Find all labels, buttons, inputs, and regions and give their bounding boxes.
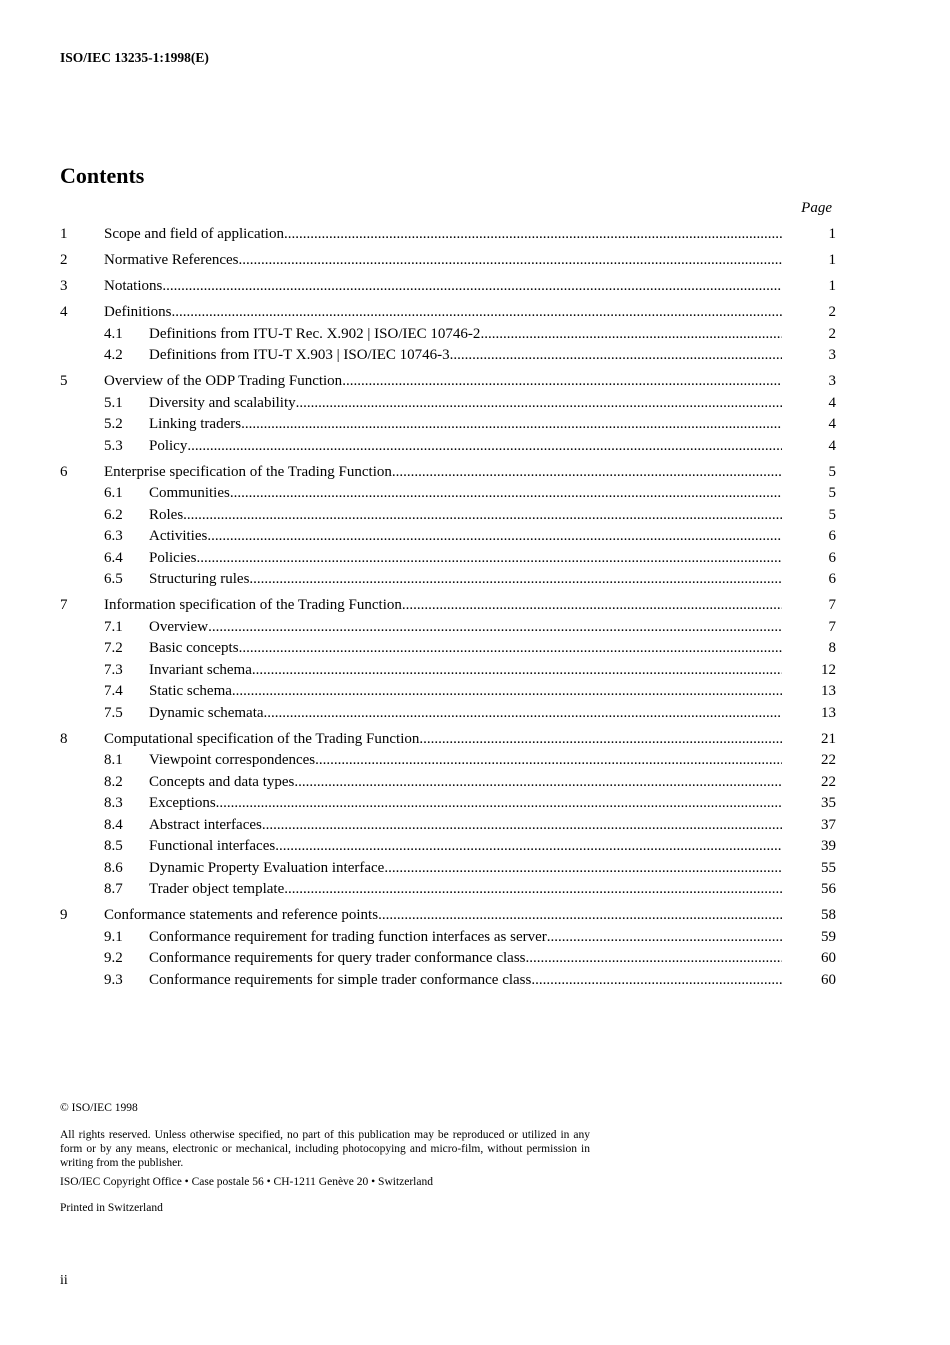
toc-page-number: 6 [828,528,836,544]
dot-leader [264,703,782,725]
dot-leader [294,772,782,794]
toc-section-title: Invariant schema [149,661,252,678]
toc-section-number: 5.1 [104,394,123,411]
toc-section-title: Overview [149,618,209,635]
toc-page-number: 1 [828,226,836,242]
dot-leader [187,436,782,458]
toc-section-number: 6.1 [104,485,123,501]
toc-page-number: 13 [821,704,836,721]
dot-leader [208,617,782,639]
toc-section-number: 9.2 [104,950,123,966]
toc-chapter-number: 1 [60,226,68,242]
toc-section-row[interactable] [60,414,836,436]
rights-statement: All rights reserved. Unless otherwise specified, no part of this publication may be reproduced or utilized in any form or by any means, electronic or mechanical, including photocopying and micro-film, without permission in writing from the publisher. [60,1129,590,1169]
toc-chapter-row[interactable] [60,595,836,617]
toc-section-title: Linking traders [149,416,242,432]
toc-section-row[interactable] [60,858,836,880]
toc-section-row[interactable] [60,772,836,794]
toc-page-number: 4 [828,394,836,411]
toc-section-title: Structuring rules [149,571,250,587]
dot-leader [172,302,783,324]
dot-leader [296,393,782,415]
toc-entry [149,548,782,570]
toc-page-number: 22 [821,752,836,768]
toc-page-number: 35 [821,795,836,811]
toc-entry [149,927,782,949]
toc-section-row[interactable] [60,815,836,837]
toc-entry [149,970,782,992]
toc-page-number: 59 [821,928,836,945]
toc-page-number: 22 [821,773,836,790]
toc-chapter-row[interactable] [60,224,836,246]
toc-page-number: 60 [821,971,836,988]
dot-leader [232,681,782,703]
toc-entry [149,948,782,970]
toc-page-number: 5 [828,463,836,480]
toc-section-number: 6.5 [104,571,123,587]
toc-page-number: 3 [828,373,836,389]
toc-page-number: 5 [828,506,836,523]
toc-entry [104,729,782,751]
toc-section-number: 4.1 [104,325,123,342]
toc-chapter-number: 7 [60,597,68,613]
copyright-notice: © ISO/IEC 1998 [60,1102,138,1114]
toc-section-number: 8.4 [104,816,123,833]
toc-chapter-title: Computational specification of the Trading Function [104,730,420,747]
toc-section-row[interactable] [60,750,836,772]
toc-section-title: Trader object template [149,881,285,897]
toc-section-title: Dynamic schemata [149,704,264,721]
printed-in: Printed in Switzerland [60,1202,163,1214]
dot-leader [384,858,782,880]
toc-entry [104,302,782,324]
toc-entry [149,483,782,505]
dot-leader [207,526,782,548]
toc-chapter-row[interactable] [60,729,836,751]
page-number: ii [60,1273,68,1288]
dot-leader [450,345,782,367]
footer [60,1102,590,1214]
toc-entry [149,324,782,346]
toc-page-number: 21 [821,730,836,747]
toc-entry [104,595,782,617]
toc-section-row[interactable] [60,345,836,367]
toc-section-row[interactable] [60,879,836,901]
toc-entry [149,703,782,725]
dot-leader [241,414,782,436]
toc-chapter-title: Enterprise specification of the Trading Function [104,463,392,480]
toc-section-row[interactable] [60,548,836,570]
toc-chapter-title: Scope and field of application [104,226,284,242]
dot-leader [262,815,782,837]
toc-section-row[interactable] [60,526,836,548]
dot-leader [480,324,782,346]
toc-section-number: 9.3 [104,971,123,988]
toc-page-number: 8 [828,640,836,656]
toc-chapter-row[interactable] [60,371,836,393]
toc-section-number: 8.5 [104,838,123,854]
toc-page-number: 55 [821,859,836,876]
toc-section-row[interactable] [60,660,836,682]
toc-entry [149,681,782,703]
toc-chapter-title: Notations [104,278,163,294]
toc-section-row[interactable] [60,836,836,858]
toc-chapter-row[interactable] [60,302,836,324]
toc-page-number: 58 [821,907,836,923]
toc-section-title: Functional interfaces [149,838,276,854]
toc-chapter-title: Definitions [104,304,172,320]
toc-entry [149,436,782,458]
toc-chapter-number: 8 [60,730,68,747]
toc-section-row[interactable] [60,569,836,591]
toc-entry [104,276,782,298]
toc-section-title: Conformance requirements for simple trader conformance class [149,971,532,988]
toc-chapter-number: 5 [60,373,68,389]
toc-section-title: Diversity and scalability [149,394,296,411]
toc-section-number: 4.2 [104,347,123,363]
toc-entry [149,836,782,858]
toc-page-number: 39 [821,838,836,854]
toc-page-number: 7 [828,597,836,613]
toc-entry [149,858,782,880]
copyright-office-address: ISO/IEC Copyright Office • Case postale 56 • CH-1211 Genève 20 • Switzerland [60,1176,433,1188]
toc-section-title: Policies [149,549,197,566]
toc-chapter-row[interactable] [60,905,836,927]
dot-leader [526,948,782,970]
toc-entry [104,250,782,272]
dot-leader [216,793,782,815]
toc-section-number: 7.5 [104,704,123,721]
toc-entry [149,505,782,527]
dot-leader [252,660,782,682]
toc-page-number: 2 [828,304,836,320]
dot-leader [162,276,782,298]
toc-section-row[interactable] [60,617,836,639]
dot-leader [230,483,782,505]
dot-leader [239,250,782,272]
toc-section-number: 8.7 [104,881,123,897]
toc-chapter-number: 9 [60,907,68,923]
toc-entry [104,462,782,484]
toc-entry [149,815,782,837]
toc-section-title: Concepts and data types [149,773,295,790]
toc-section-row[interactable] [60,927,836,949]
toc-entry [149,879,782,901]
toc-page-number: 12 [821,661,836,678]
toc-section-row[interactable] [60,703,836,725]
toc-section-row[interactable] [60,681,836,703]
toc-section-number: 8.3 [104,795,123,811]
toc-section-title: Viewpoint correspondences [149,752,316,768]
toc-section-title: Policy [149,437,188,454]
toc-entry [149,660,782,682]
toc-section-number: 5.2 [104,416,123,432]
toc-page-number: 6 [828,571,836,587]
toc-section-number: 7.3 [104,661,123,678]
toc-chapter-title: Overview of the ODP Trading Function [104,373,343,389]
toc-chapter-title: Normative References [104,252,239,268]
toc-section-row[interactable] [60,483,836,505]
toc-page-number: 4 [828,437,836,454]
dot-leader [284,879,782,901]
toc-entry [149,638,782,660]
toc-section-title: Basic concepts [149,640,239,656]
toc-section-number: 6.3 [104,528,123,544]
document-header: ISO/IEC 13235-1:1998(E) [60,50,209,65]
page-title: Contents [60,163,145,188]
dot-leader [315,750,782,772]
toc-chapter-row[interactable] [60,462,836,484]
toc-page-number: 1 [828,278,836,294]
toc-section-number: 8.1 [104,752,123,768]
toc-entry [149,393,782,415]
toc-section-number: 7.1 [104,618,123,635]
toc-section-number: 8.2 [104,773,123,790]
dot-leader [342,371,782,393]
toc-chapter-number: 2 [60,252,68,268]
toc-page-number: 4 [828,416,836,432]
toc-entry [104,905,782,927]
toc-entry [149,414,782,436]
toc-section-row[interactable] [60,638,836,660]
toc-section-title: Static schema [149,683,232,699]
toc-chapter-number: 4 [60,304,68,320]
dot-leader [547,927,782,949]
toc-section-title: Dynamic Property Evaluation interface [149,859,385,876]
toc-chapter-title: Conformance statements and reference points [104,907,379,923]
table-of-contents [60,224,836,991]
toc-chapter-title: Information specification of the Trading Function [104,597,402,613]
dot-leader [531,970,782,992]
toc-page-number: 13 [821,683,836,699]
toc-chapter-row[interactable] [60,276,836,298]
toc-section-number: 5.3 [104,437,123,454]
dot-leader [197,548,783,570]
toc-page-number: 37 [821,816,836,833]
toc-section-title: Definitions from ITU-T X.903 | ISO/IEC 10746-3 [149,347,450,363]
toc-section-number: 8.6 [104,859,123,876]
toc-entry [149,569,782,591]
toc-section-title: Definitions from ITU-T Rec. X.902 | ISO/IEC 10746-2 [149,325,481,342]
toc-page-number: 1 [828,252,836,268]
toc-page-number: 5 [828,485,836,501]
toc-page-number: 60 [821,950,836,966]
toc-page-number: 6 [828,549,836,566]
dot-leader [419,729,782,751]
toc-section-number: 7.2 [104,640,123,656]
toc-page-number: 3 [828,347,836,363]
dot-leader [284,224,782,246]
toc-entry [104,371,782,393]
toc-section-number: 7.4 [104,683,123,699]
toc-section-title: Roles [149,506,184,523]
dot-leader [239,638,782,660]
toc-entry [149,750,782,772]
dot-leader [275,836,782,858]
toc-section-row[interactable] [60,948,836,970]
toc-section-number: 9.1 [104,928,123,945]
toc-page-number: 7 [828,618,836,635]
dot-leader [249,569,782,591]
toc-section-title: Conformance requirements for query trader conformance class [149,950,526,966]
toc-section-title: Communities [149,485,230,501]
dot-leader [392,462,782,484]
toc-entry [149,526,782,548]
toc-section-title: Conformance requirement for trading function interfaces as server [149,928,547,945]
toc-chapter-row[interactable] [60,250,836,272]
toc-entry [149,772,782,794]
toc-page-number: 56 [821,881,836,897]
toc-entry [149,617,782,639]
toc-chapter-number: 6 [60,463,68,480]
toc-section-row[interactable] [60,505,836,527]
toc-section-row[interactable] [60,970,836,992]
page-column-label: Page [801,200,832,216]
toc-section-row[interactable] [60,393,836,415]
toc-section-number: 6.2 [104,506,123,523]
toc-section-number: 6.4 [104,549,123,566]
toc-entry [149,793,782,815]
toc-entry [149,345,782,367]
toc-entry [104,224,782,246]
dot-leader [378,905,782,927]
toc-section-row[interactable] [60,324,836,346]
dot-leader [402,595,782,617]
toc-page-number: 2 [828,325,836,342]
toc-section-title: Exceptions [149,795,216,811]
toc-section-row[interactable] [60,793,836,815]
toc-section-title: Abstract interfaces [149,816,262,833]
toc-section-row[interactable] [60,436,836,458]
toc-section-title: Activities [149,528,208,544]
toc-chapter-number: 3 [60,278,68,294]
dot-leader [183,505,782,527]
